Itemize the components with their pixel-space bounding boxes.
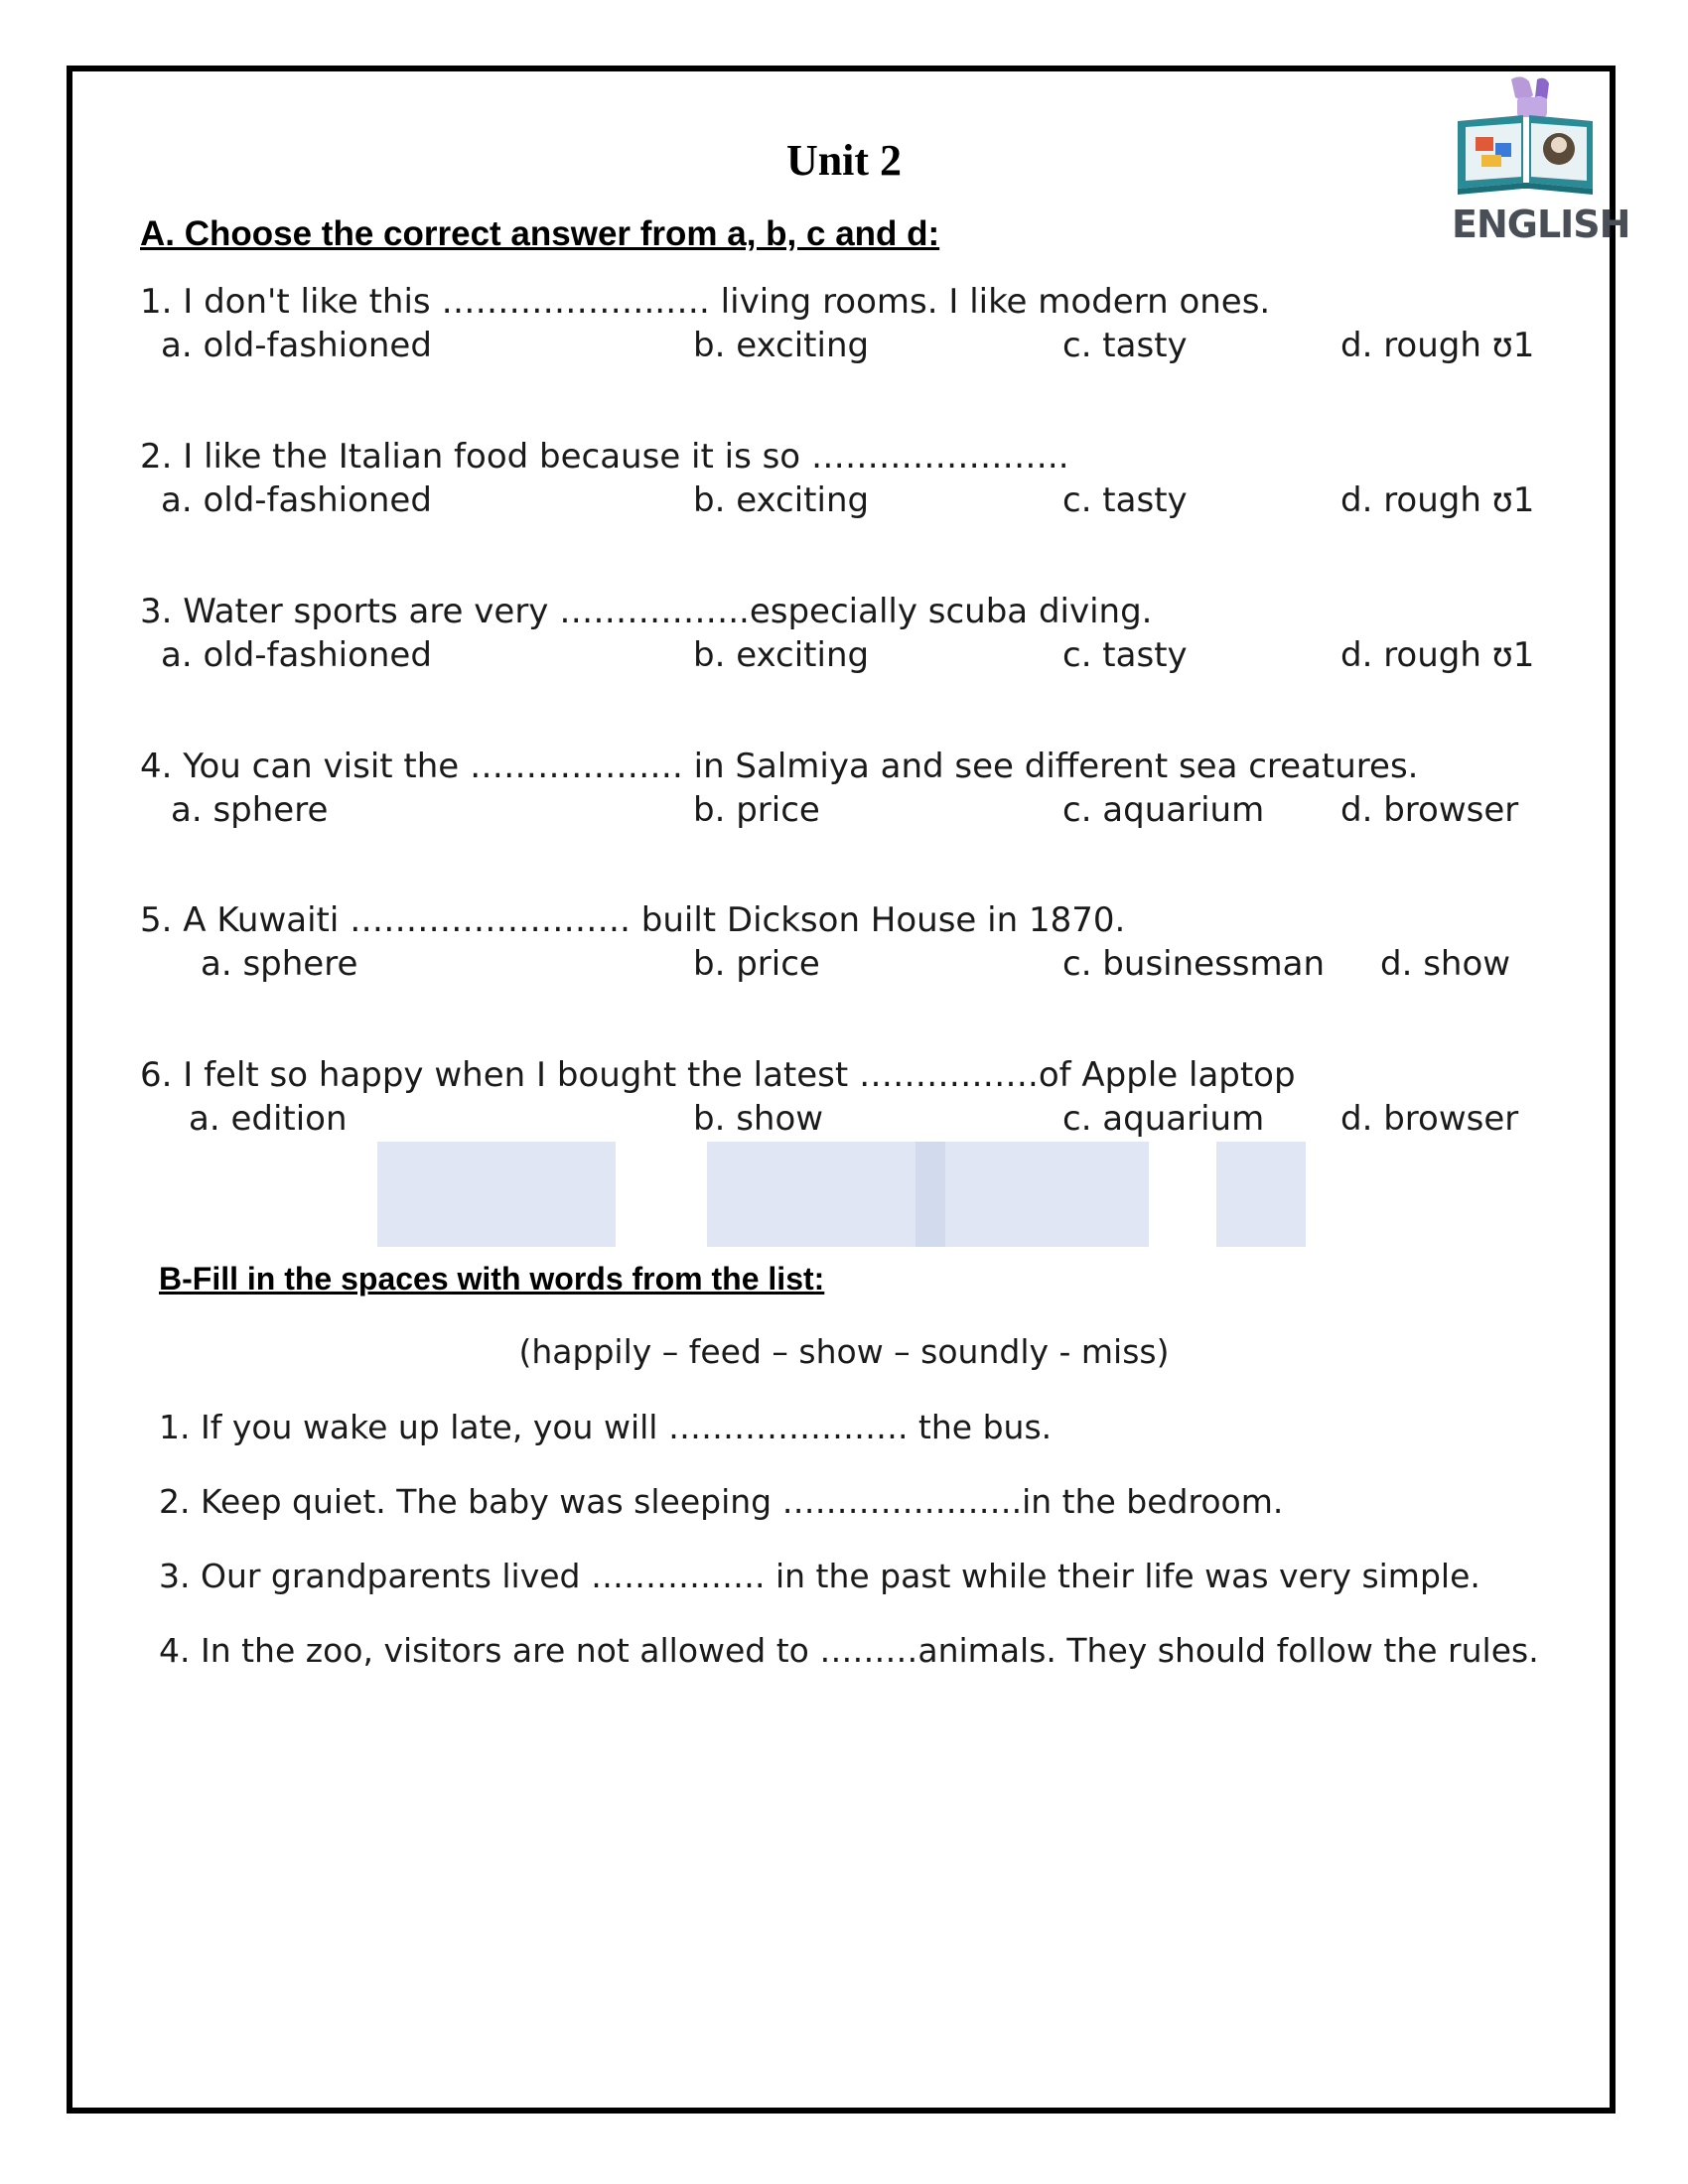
option-c: c. aquarium (1062, 790, 1265, 830)
option-d: d. rough ʊ1 (1340, 480, 1535, 520)
option-b: b. exciting (693, 480, 870, 520)
option-b: b. exciting (693, 635, 870, 675)
watermark-block (707, 1142, 945, 1247)
fill-sentence-2: 2. Keep quiet. The baby was sleeping ………………….in the bedroom. (159, 1482, 1284, 1521)
question-6: 6. I felt so happy when I bought the latest …………….of Apple laptop (140, 1055, 1296, 1095)
option-a: a. old-fashioned (161, 326, 432, 365)
option-a: a. sphere (201, 944, 358, 984)
fill-sentence-4: 4. In the zoo, visitors are not allowed to ………animals. They should follow the rules. (159, 1631, 1539, 1670)
option-a: a. edition (189, 1099, 348, 1139)
watermark-block (377, 1142, 616, 1247)
watermark-block (915, 1142, 1149, 1247)
option-a: a. old-fashioned (161, 635, 432, 675)
fill-sentence-1: 1. If you wake up late, you will …………………. the bus. (159, 1408, 1053, 1446)
question-3: 3. Water sports are very ……………..especially scuba diving. (140, 592, 1153, 631)
option-d: d. rough ʊ1 (1340, 635, 1535, 675)
option-b: b. show (693, 1099, 824, 1139)
option-d: d. rough ʊ1 (1340, 326, 1535, 365)
fill-sentence-3: 3. Our grandparents lived ……………. in the past while their life was very simple. (159, 1557, 1480, 1595)
question-4: 4. You can visit the ………………. in Salmiya and see different sea creatures. (140, 747, 1419, 786)
option-b: b. price (693, 944, 820, 984)
option-d: d. browser (1340, 790, 1519, 830)
logo-text: ENGLISH (1452, 203, 1630, 246)
word-list: (happily – feed – show – soundly - miss) (518, 1332, 1170, 1371)
option-c: c. tasty (1062, 635, 1188, 675)
option-c: c. aquarium (1062, 1099, 1265, 1139)
option-a: a. old-fashioned (161, 480, 432, 520)
option-c: c. tasty (1062, 480, 1188, 520)
question-1: 1. I don't like this ………………..…. living rooms. I like modern ones. (140, 282, 1271, 322)
option-c: c. businessman (1062, 944, 1325, 984)
page-title: Unit 2 (785, 136, 903, 185)
section-b-heading: B-Fill in the spaces with words from the list: (159, 1261, 825, 1297)
section-a-heading: A. Choose the correct answer from a, b, c and d: (140, 214, 940, 253)
question-2: 2. I like the Italian food because it is so ………………….. (140, 437, 1069, 477)
option-d: d. browser (1340, 1099, 1519, 1139)
question-5: 5. A Kuwaiti ……………………. built Dickson House in 1870. (140, 900, 1126, 940)
option-b: b. exciting (693, 326, 870, 365)
option-c: c. tasty (1062, 326, 1188, 365)
option-d: d. show (1380, 944, 1511, 984)
watermark-block (1216, 1142, 1306, 1247)
option-a: a. sphere (171, 790, 329, 830)
option-b: b. price (693, 790, 820, 830)
